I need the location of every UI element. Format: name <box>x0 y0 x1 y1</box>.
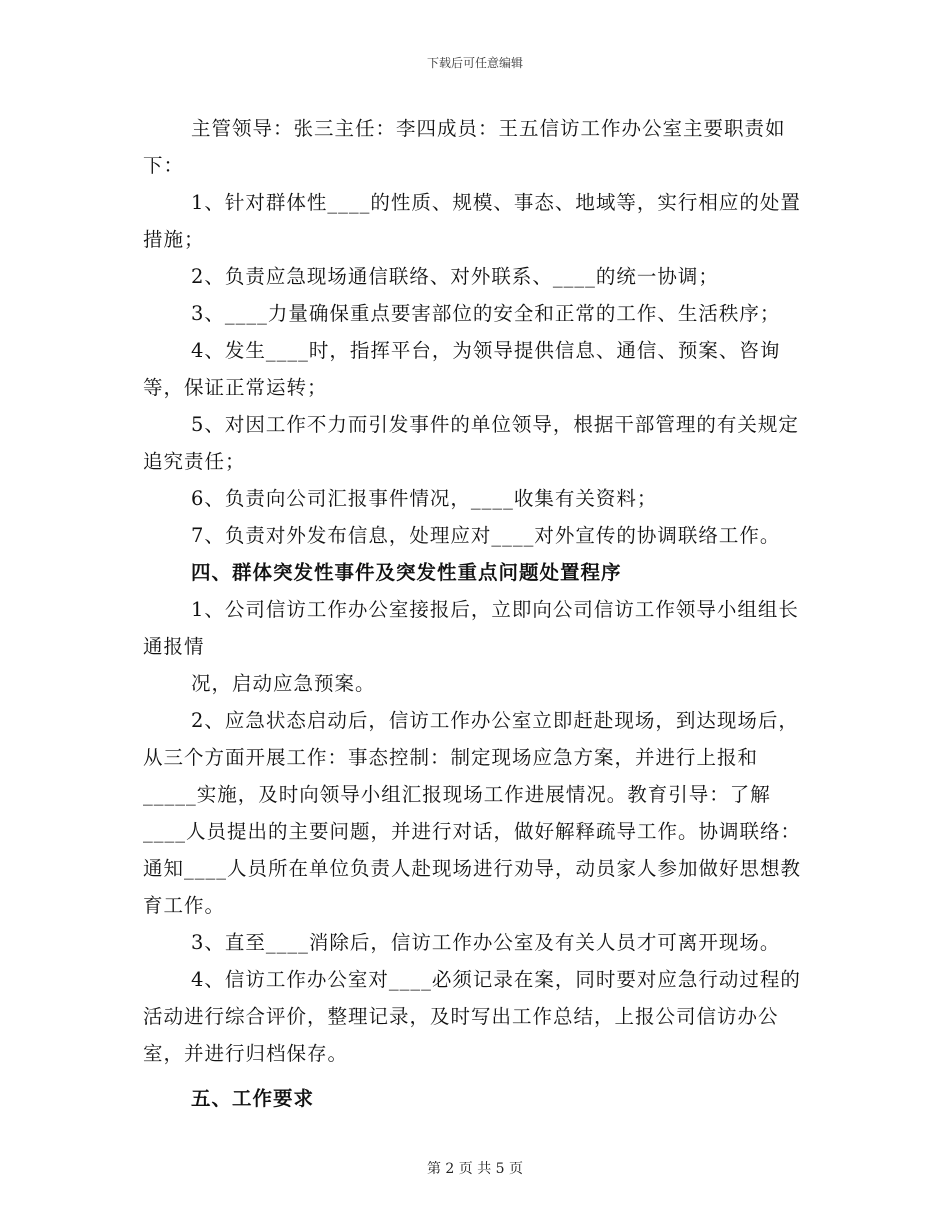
paragraph-leadership: 主管领导：张三主任：李四成员：王五信访工作办公室主要职责如下： <box>143 117 786 177</box>
list-item-1: 1、针对群体性____的性质、规模、事态、地域等，实行相应的处置措施； <box>143 191 801 251</box>
list-item-2: 2、负责应急现场通信联络、对外联系、____的统一协调； <box>191 265 719 288</box>
procedure-item-4: 4、信访工作办公室对____必须记录在案，同时要对应急行动过程的活动进行综合评价，整理记录，及时写出工作总结，上报公司信访办公室，并进行归档保存。 <box>143 968 801 1065</box>
procedure-item-2: 2、应急状态启动后，信访工作办公室立即赶赴现场，到达现场后，从三个方面开展工作：事态控制：制定现场应急方案，并进行上报和_____实施，及时向领导小组汇报现场工作进展情况。教育引导：了解____人员提出的主要问题，并进行对话，做好解释疏导工作。协调联络：通知____人员所在单位负责人赴现场进行劝导，动员家人参加做好思想教育工作。 <box>143 709 802 917</box>
procedure-item-3: 3、直至____消除后，信访工作办公室及有关人员才可离开现场。 <box>191 931 781 954</box>
list-item-4: 4、发生____时，指挥平台，为领导提供信息、通信、预案、咨询等，保证正常运转； <box>143 339 781 399</box>
section-heading-5: 五、工作要求 <box>191 1087 315 1110</box>
list-item-3: 3、____力量确保重点要害部位的安全和正常的工作、生活秩序； <box>191 302 781 325</box>
document-body <box>143 110 808 1117</box>
section-heading-4: 四、群体突发性事件及突发性重点问题处置程序 <box>191 561 622 584</box>
procedure-item-1-continued: 况，启动应急预案。 <box>191 672 376 695</box>
page-footer: 第 2 页 共 5 页 <box>426 1161 524 1177</box>
page-header: 下载后可任意编辑 <box>426 56 523 70</box>
list-item-7: 7、负责对外发布信息，处理应对____对外宣传的协调联络工作。 <box>191 524 781 547</box>
list-item-5: 5、对因工作不力而引发事件的单位领导，根据干部管理的有关规定追究责任； <box>143 413 799 473</box>
procedure-item-1: 1、公司信访工作办公室接报后，立即向公司信访工作领导小组组长通报情 <box>143 598 799 658</box>
list-item-6: 6、负责向公司汇报事件情况，____收集有关资料； <box>191 487 658 510</box>
